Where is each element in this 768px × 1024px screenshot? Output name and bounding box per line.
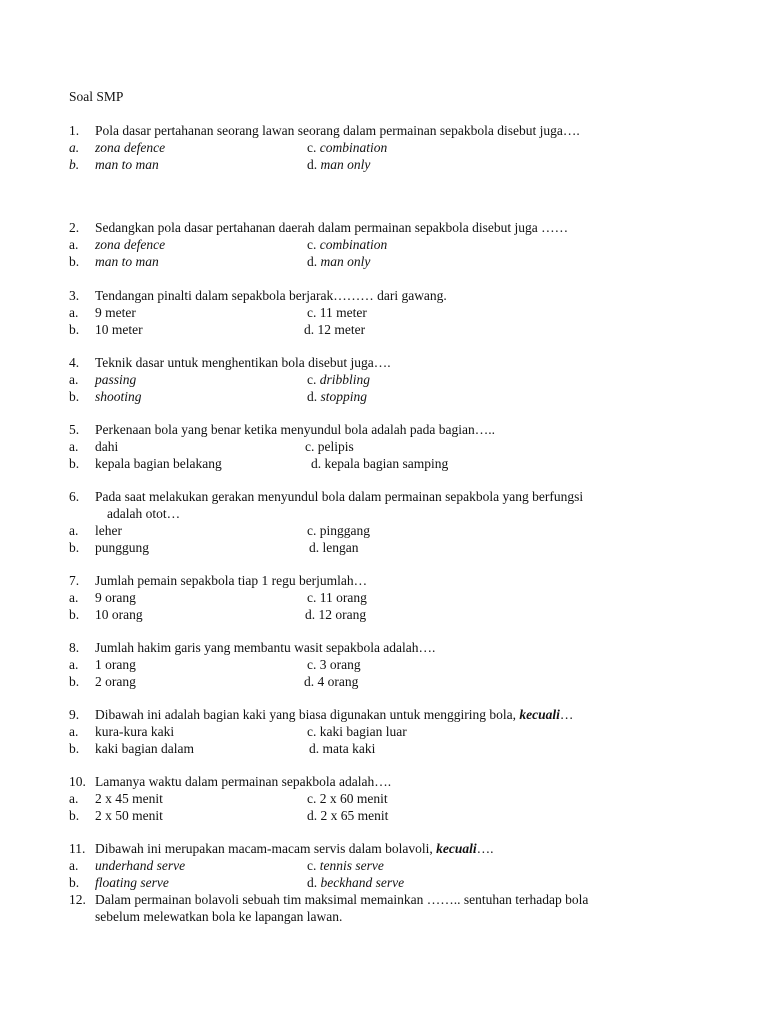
question-number: 7. <box>69 573 80 588</box>
option-letter: d. <box>307 157 318 172</box>
option-d-text: 12 orang <box>318 607 367 622</box>
question-number: 10. <box>69 774 86 789</box>
option-d-text: kepala bagian samping <box>324 456 449 471</box>
option-letter: c. <box>307 791 317 806</box>
option-a-text: underhand serve <box>95 858 186 873</box>
option-letter: b. <box>69 875 80 890</box>
question-number: 1. <box>69 123 80 138</box>
option-letter: b. <box>69 607 80 622</box>
option-letter: b. <box>69 157 80 172</box>
option-b-text: shooting <box>95 389 142 404</box>
option-a-text: 9 orang <box>95 590 136 605</box>
option-c-text: 2 x 60 menit <box>319 791 388 806</box>
option-letter: c. <box>307 140 317 155</box>
option-letter: c. <box>307 523 317 538</box>
option-letter: c. <box>307 305 317 320</box>
option-d-text: 12 meter <box>317 322 366 337</box>
option-c-text: tennis serve <box>319 858 384 873</box>
question-1 <box>0 122 768 173</box>
page-title: Soal SMP <box>69 89 124 104</box>
option-d-text: beckhand serve <box>320 875 405 890</box>
option-letter: d. <box>307 808 318 823</box>
question-text-continuation: sebelum melewatkan bola ke lapangan lawan. <box>95 909 343 924</box>
option-b-text: punggung <box>95 540 149 555</box>
option-letter: d. <box>304 322 315 337</box>
question-text: Jumlah pemain sepakbola tiap 1 regu berjumlah… <box>95 573 368 588</box>
option-a-text: dahi <box>95 439 119 454</box>
question-text: Dibawah ini merupakan macam-macam servis dalam bolavoli, <box>95 841 437 856</box>
question-text: Teknik dasar untuk menghentikan bola disebut juga…. <box>95 355 391 370</box>
option-letter: b. <box>69 322 80 337</box>
option-a-text: zona defence <box>95 237 166 252</box>
question-text: Lamanya waktu dalam permainan sepakbola adalah…. <box>95 774 392 789</box>
option-letter: a. <box>69 372 79 387</box>
option-letter: d. <box>305 607 316 622</box>
option-c-text: combination <box>319 140 388 155</box>
option-letter: c. <box>307 858 317 873</box>
option-letter: b. <box>69 808 80 823</box>
option-b-text: 2 orang <box>95 674 136 689</box>
keyword-kecuali: kecuali <box>436 841 477 856</box>
question-8 <box>0 639 768 690</box>
question-text: Jumlah hakim garis yang membantu wasit sepakbola adalah…. <box>95 640 436 655</box>
option-a-text: leher <box>95 523 122 538</box>
question-text: Dibawah ini adalah bagian kaki yang biasa digunakan untuk menggiring bola, <box>95 707 520 722</box>
question-text: Perkenaan bola yang benar ketika menyundul bola adalah pada bagian….. <box>95 422 495 437</box>
option-c-text: 11 meter <box>319 305 367 320</box>
question-number: 8. <box>69 640 80 655</box>
option-letter: d. <box>307 254 318 269</box>
question-2 <box>0 219 768 270</box>
question-text: Tendangan pinalti dalam sepakbola berjarak……… dari gawang. <box>95 288 447 303</box>
option-a-text: kura-kura kaki <box>95 724 175 739</box>
question-text: Pada saat melakukan gerakan menyundul bola dalam permainan sepakbola yang berfungsi <box>95 489 584 504</box>
option-a-text: 2 x 45 menit <box>95 791 163 806</box>
option-letter: a. <box>69 791 79 806</box>
option-b-text: 2 x 50 menit <box>95 808 163 823</box>
option-c-text: kaki bagian luar <box>319 724 407 739</box>
question-number: 9. <box>69 707 80 722</box>
option-b-text: kepala bagian belakang <box>95 456 222 471</box>
option-letter: a. <box>69 439 79 454</box>
question-text-ellipsis: … <box>559 707 574 722</box>
question-text: Sedangkan pola dasar pertahanan daerah dalam permainan sepakbola disebut juga …… <box>95 220 569 235</box>
option-letter: a. <box>69 724 79 739</box>
question-number: 4. <box>69 355 80 370</box>
option-letter: d. <box>309 540 320 555</box>
option-letter: c. <box>307 237 317 252</box>
question-6 <box>0 488 768 556</box>
option-c-text: dribbling <box>319 372 371 387</box>
option-letter: a. <box>69 858 79 873</box>
option-letter: d. <box>311 456 322 471</box>
option-letter: a. <box>69 237 79 252</box>
option-letter: b. <box>69 389 80 404</box>
question-3 <box>0 287 768 338</box>
option-letter: d. <box>307 389 318 404</box>
option-letter: a. <box>69 305 79 320</box>
option-d-text: mata kaki <box>322 741 376 756</box>
option-d-text: man only <box>320 157 371 172</box>
option-b-text: 10 orang <box>95 607 143 622</box>
option-b-text: 10 meter <box>95 322 143 337</box>
option-c-text: 11 orang <box>319 590 367 605</box>
question-5 <box>0 421 768 472</box>
option-letter: d. <box>307 875 318 890</box>
option-letter: a. <box>69 657 79 672</box>
question-text-continuation: adalah otot… <box>107 506 181 521</box>
option-letter: c. <box>307 372 317 387</box>
option-d-text: lengan <box>322 540 359 555</box>
option-c-text: pelipis <box>317 439 354 454</box>
question-text-ellipsis: …. <box>476 841 494 856</box>
question-9 <box>0 706 768 757</box>
option-b-text: floating serve <box>95 875 169 890</box>
question-number: 5. <box>69 422 80 437</box>
question-10 <box>0 773 768 824</box>
option-b-text: kaki bagian dalam <box>95 741 194 756</box>
question-number: 3. <box>69 288 80 303</box>
option-letter: b. <box>69 540 80 555</box>
option-letter: a. <box>69 590 79 605</box>
option-letter: c. <box>307 590 317 605</box>
option-letter: b. <box>69 741 80 756</box>
question-number: 2. <box>69 220 80 235</box>
option-a-text: 9 meter <box>95 305 136 320</box>
question-11 <box>0 840 768 891</box>
option-letter: b. <box>69 456 80 471</box>
option-b-text: man to man <box>95 157 159 172</box>
keyword-kecuali: kecuali <box>519 707 560 722</box>
option-d-text: stopping <box>320 389 368 404</box>
question-text: Dalam permainan bolavoli sebuah tim maksimal memainkan …….. sentuhan terhadap bola <box>95 892 589 907</box>
option-d-text: 4 orang <box>317 674 359 689</box>
option-letter: c. <box>307 657 317 672</box>
option-c-text: pinggang <box>319 523 370 538</box>
question-text: Pola dasar pertahanan seorang lawan seorang dalam permainan sepakbola disebut juga…. <box>95 123 580 138</box>
option-letter: c. <box>307 724 317 739</box>
option-c-text: 3 orang <box>319 657 361 672</box>
option-c-text: combination <box>319 237 388 252</box>
option-d-text: 2 x 65 menit <box>320 808 389 823</box>
option-a-text: passing <box>95 372 137 387</box>
option-letter: c. <box>305 439 315 454</box>
option-d-text: man only <box>320 254 371 269</box>
option-b-text: man to man <box>95 254 159 269</box>
option-letter: b. <box>69 674 80 689</box>
question-7 <box>0 572 768 623</box>
question-number: 12. <box>69 892 86 907</box>
option-letter: d. <box>309 741 320 756</box>
question-4 <box>0 354 768 405</box>
option-letter: a. <box>69 140 80 155</box>
question-number: 6. <box>69 489 80 504</box>
option-letter: b. <box>69 254 80 269</box>
option-letter: d. <box>304 674 315 689</box>
option-a-text: zona defence <box>95 140 166 155</box>
option-letter: a. <box>69 523 79 538</box>
option-a-text: 1 orang <box>95 657 136 672</box>
question-12 <box>0 891 768 925</box>
question-number: 11. <box>69 841 86 856</box>
